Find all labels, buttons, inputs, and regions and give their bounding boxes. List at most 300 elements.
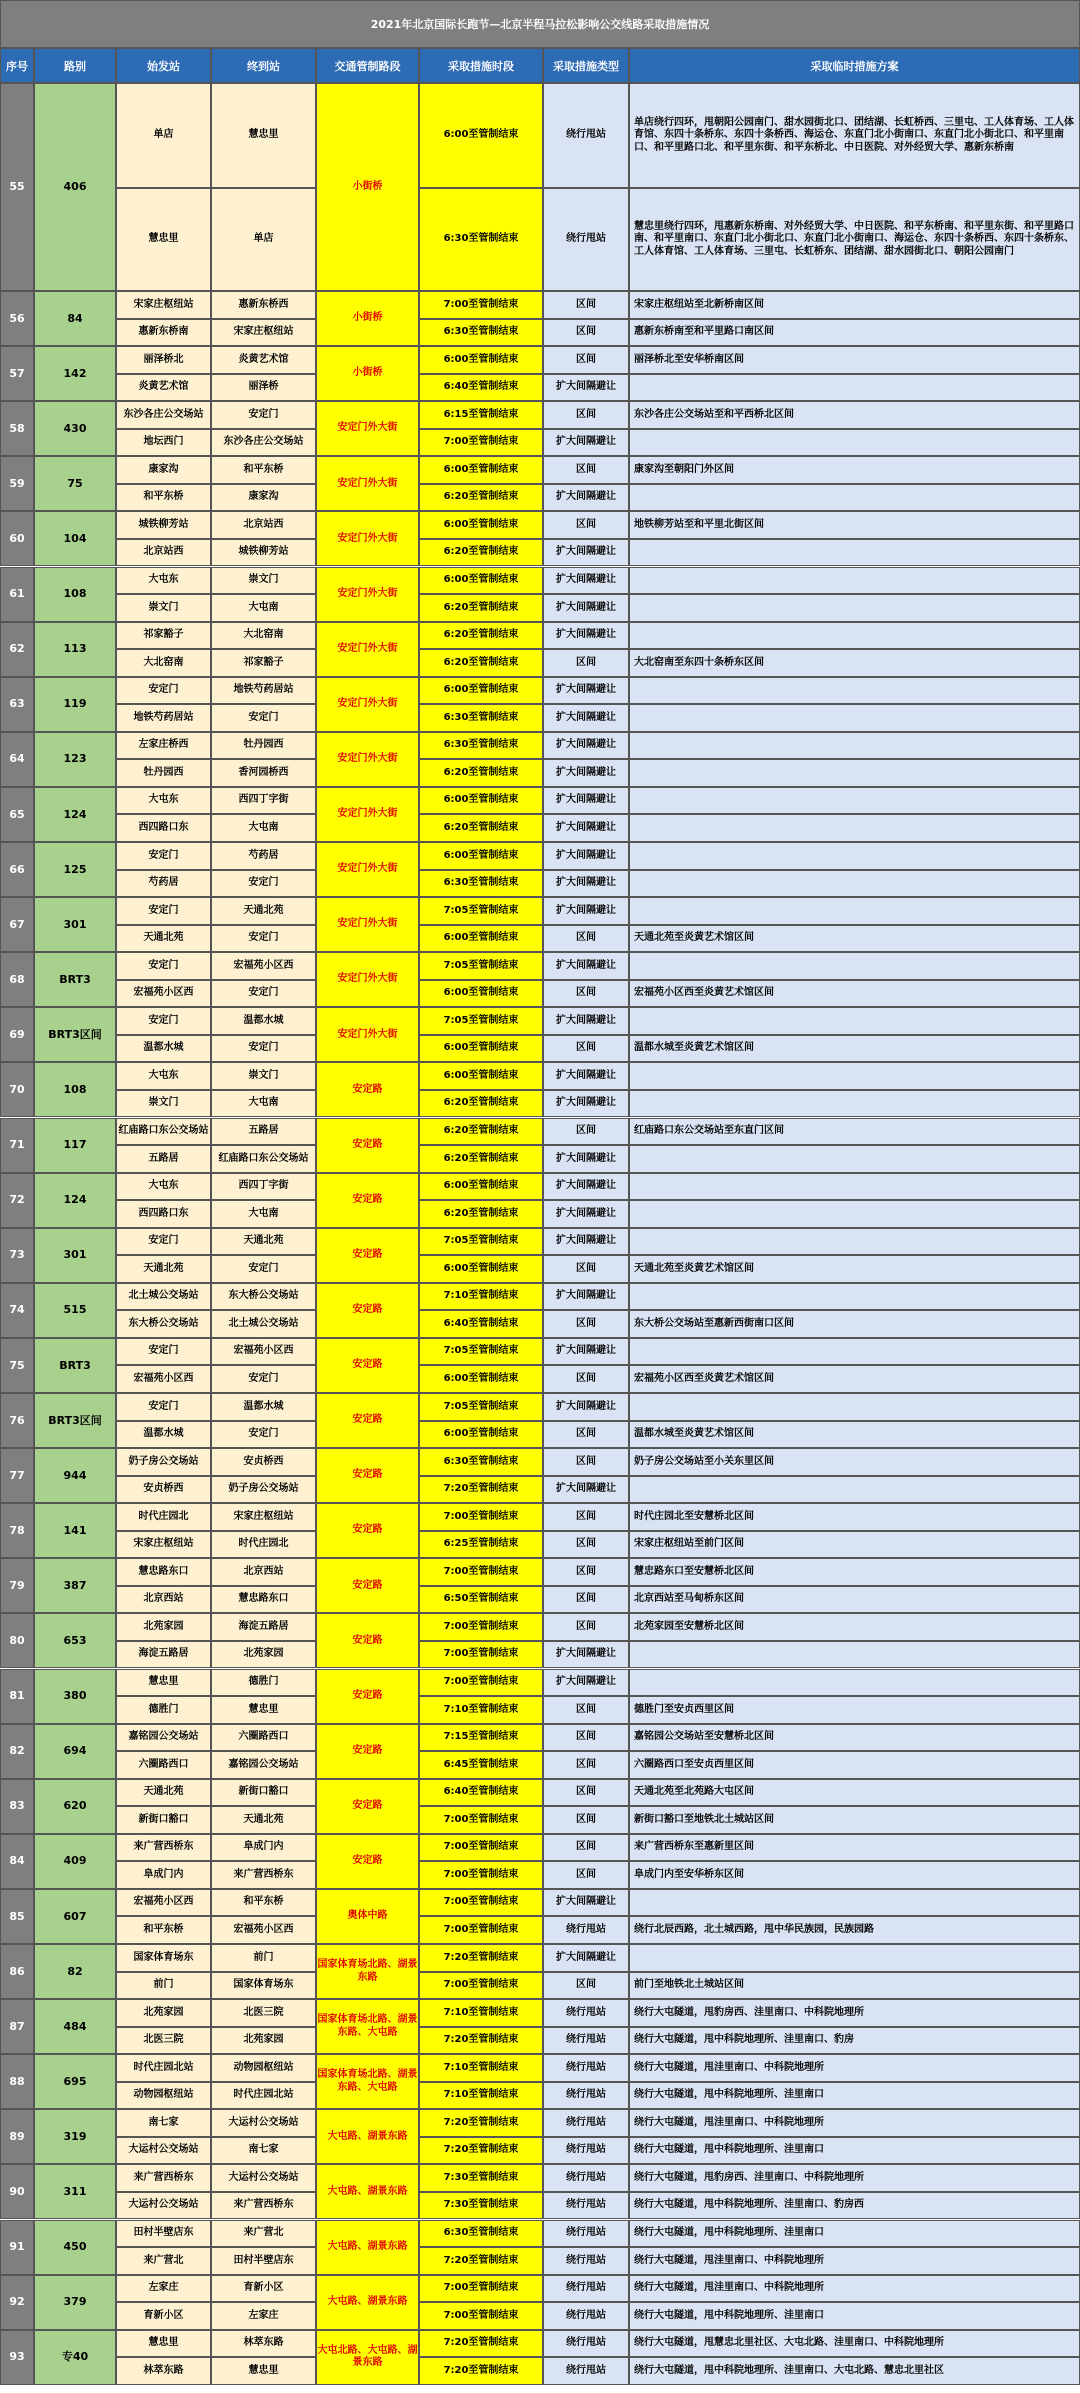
time-cell: 7:20至管制结束 <box>419 2137 543 2165</box>
road-cell: 奥体中路 <box>316 1889 419 1944</box>
type-cell: 区间 <box>543 1365 629 1393</box>
route-cell: 409 <box>34 1834 116 1889</box>
seq-cell: 82 <box>0 1724 34 1779</box>
plan-cell: 新街口豁口至地铁北土城站区间 <box>629 1806 1080 1834</box>
from-stop-cell: 田村半壁店东 <box>116 2220 211 2248</box>
to-stop-cell: 奶子房公交场站 <box>211 1476 316 1504</box>
road-cell: 安定路 <box>316 1448 419 1503</box>
time-cell: 7:10至管制结束 <box>419 2082 543 2110</box>
road-cell: 安定门外大街 <box>316 732 419 787</box>
to-stop-cell: 北医三院 <box>211 1999 316 2027</box>
from-stop-cell: 奶子房公交场站 <box>116 1448 211 1476</box>
route-cell: 301 <box>34 1228 116 1283</box>
type-cell: 扩大间隔避让 <box>543 1669 629 1697</box>
from-stop-cell: 海淀五路居 <box>116 1641 211 1669</box>
plan-cell <box>629 429 1080 457</box>
to-stop-cell: 宋家庄枢纽站 <box>211 319 316 347</box>
type-cell: 区间 <box>543 511 629 539</box>
to-stop-cell: 单店 <box>211 188 316 291</box>
type-cell: 扩大间隔避让 <box>543 870 629 898</box>
from-stop-cell: 东沙各庄公交场站 <box>116 401 211 429</box>
type-cell: 扩大间隔避让 <box>543 622 629 650</box>
road-cell: 安定门外大街 <box>316 897 419 952</box>
seq-cell: 58 <box>0 401 34 456</box>
to-stop-cell: 德胜门 <box>211 1669 316 1697</box>
from-stop-cell: 来广营北 <box>116 2247 211 2275</box>
plan-cell: 绕行大屯隧道，甩中科院地理所、洼里南口、大屯北路、慧忠北里社区 <box>629 2357 1080 2385</box>
to-stop-cell: 天通北苑 <box>211 1228 316 1256</box>
road-cell: 大屯路、湖景东路 <box>316 2275 419 2330</box>
time-cell: 6:00至管制结束 <box>419 1421 543 1449</box>
from-stop-cell: 丽泽桥北 <box>116 346 211 374</box>
from-stop-cell: 安定门 <box>116 1393 211 1421</box>
to-stop-cell: 北苑家园 <box>211 1641 316 1669</box>
seq-cell: 93 <box>0 2330 34 2385</box>
plan-cell <box>629 1145 1080 1173</box>
to-stop-cell: 嘉铭园公交场站 <box>211 1751 316 1779</box>
time-cell: 6:00至管制结束 <box>419 511 543 539</box>
route-cell: 387 <box>34 1558 116 1613</box>
plan-cell: 阜成门内至安华桥东区间 <box>629 1861 1080 1889</box>
type-cell: 绕行甩站 <box>543 2137 629 2165</box>
seq-cell: 87 <box>0 1999 34 2054</box>
type-cell: 绕行甩站 <box>543 2109 629 2137</box>
plan-cell <box>629 1007 1080 1035</box>
from-stop-cell: 西四路口东 <box>116 814 211 842</box>
from-stop-cell: 北苑家园 <box>116 1613 211 1641</box>
to-stop-cell: 北京站西 <box>211 511 316 539</box>
type-cell: 区间 <box>543 1696 629 1724</box>
plan-cell <box>629 567 1080 595</box>
road-cell: 安定路 <box>316 1338 419 1393</box>
type-cell: 扩大间隔避让 <box>543 1145 629 1173</box>
to-stop-cell: 慧忠里 <box>211 83 316 188</box>
road-cell: 小街桥 <box>316 291 419 346</box>
type-cell: 绕行甩站 <box>543 2054 629 2082</box>
plan-cell: 绕行大屯隧道，甩洼里南口、中科院地理所 <box>629 2109 1080 2137</box>
type-cell: 绕行甩站 <box>543 2082 629 2110</box>
type-cell: 绕行甩站 <box>543 2027 629 2055</box>
from-stop-cell: 宏福苑小区西 <box>116 980 211 1008</box>
route-cell: 124 <box>34 1173 116 1228</box>
seq-cell: 67 <box>0 897 34 952</box>
road-cell: 小街桥 <box>316 83 419 291</box>
seq-cell: 68 <box>0 952 34 1007</box>
type-cell: 扩大间隔避让 <box>543 429 629 457</box>
to-stop-cell: 和平东桥 <box>211 456 316 484</box>
to-stop-cell: 林萃东路 <box>211 2330 316 2358</box>
type-cell: 扩大间隔避让 <box>543 1283 629 1311</box>
plan-cell <box>629 787 1080 815</box>
time-cell: 7:20至管制结束 <box>419 1944 543 1972</box>
plan-cell: 绕行大屯隧道，甩豹房西、洼里南口、中科院地理所 <box>629 1999 1080 2027</box>
time-cell: 6:00至管制结束 <box>419 1255 543 1283</box>
route-cell: 108 <box>34 1062 116 1117</box>
time-cell: 7:05至管制结束 <box>419 897 543 925</box>
to-stop-cell: 西四丁字街 <box>211 1173 316 1201</box>
to-stop-cell: 大运村公交场站 <box>211 2164 316 2192</box>
plan-cell <box>629 732 1080 760</box>
to-stop-cell: 东沙各庄公交场站 <box>211 429 316 457</box>
seq-cell: 85 <box>0 1889 34 1944</box>
time-cell: 6:20至管制结束 <box>419 484 543 512</box>
from-stop-cell: 宋家庄枢纽站 <box>116 291 211 319</box>
plan-cell <box>629 1283 1080 1311</box>
header-type: 采取措施类型 <box>543 48 629 83</box>
header-road: 交通管制路段 <box>316 48 419 83</box>
to-stop-cell: 崇文门 <box>211 1062 316 1090</box>
plan-cell: 绕行大屯隧道，甩洼里南口、中科院地理所 <box>629 2275 1080 2303</box>
time-cell: 6:20至管制结束 <box>419 594 543 622</box>
from-stop-cell: 西四路口东 <box>116 1200 211 1228</box>
route-cell: 380 <box>34 1669 116 1724</box>
time-cell: 6:30至管制结束 <box>419 188 543 291</box>
time-cell: 6:00至管制结束 <box>419 83 543 188</box>
route-cell: 82 <box>34 1944 116 1999</box>
to-stop-cell: 芍药居 <box>211 842 316 870</box>
seq-cell: 69 <box>0 1007 34 1062</box>
from-stop-cell: 慧忠里 <box>116 188 211 291</box>
to-stop-cell: 前门 <box>211 1944 316 1972</box>
road-cell: 国家体育场北路、湖景东路 <box>316 1944 419 1999</box>
to-stop-cell: 宏福苑小区西 <box>211 1338 316 1366</box>
type-cell: 绕行甩站 <box>543 2302 629 2330</box>
from-stop-cell: 慧忠里 <box>116 1669 211 1697</box>
to-stop-cell: 大屯南 <box>211 1090 316 1118</box>
seq-cell: 89 <box>0 2109 34 2164</box>
plan-cell: 惠新东桥南至和平里路口南区间 <box>629 319 1080 347</box>
type-cell: 区间 <box>543 1531 629 1559</box>
from-stop-cell: 崇文门 <box>116 594 211 622</box>
type-cell: 区间 <box>543 980 629 1008</box>
type-cell: 绕行甩站 <box>543 1999 629 2027</box>
time-cell: 6:20至管制结束 <box>419 814 543 842</box>
to-stop-cell: 五路居 <box>211 1118 316 1146</box>
type-cell: 区间 <box>543 1118 629 1146</box>
to-stop-cell: 大屯南 <box>211 814 316 842</box>
plan-cell: 来广营西桥东至惠新里区间 <box>629 1834 1080 1862</box>
type-cell: 扩大间隔避让 <box>543 787 629 815</box>
from-stop-cell: 大屯东 <box>116 567 211 595</box>
time-cell: 7:20至管制结束 <box>419 2027 543 2055</box>
plan-cell: 慧忠里绕行四环，甩惠新东桥南、对外经贸大学、中日医院、和平东桥南、和平里东街、和平里路口南、和平里南口、东直门北小街北口、东直门北小街南口、海运仓、东四十条桥西、东四十条桥东、工人体育馆、工人体育场、三里屯、长虹桥东、团结湖、甜水园街北口、朝阳公园南门 <box>629 188 1080 291</box>
type-cell: 扩大间隔避让 <box>543 1889 629 1917</box>
route-cell: 124 <box>34 787 116 842</box>
to-stop-cell: 北苑家园 <box>211 2027 316 2055</box>
seq-cell: 75 <box>0 1338 34 1393</box>
plan-cell <box>629 374 1080 402</box>
from-stop-cell: 时代庄园北站 <box>116 2054 211 2082</box>
plan-cell: 北京西站至马甸桥东区间 <box>629 1586 1080 1614</box>
to-stop-cell: 宏福苑小区西 <box>211 1916 316 1944</box>
road-cell: 安定路 <box>316 1669 419 1724</box>
time-cell: 6:00至管制结束 <box>419 1035 543 1063</box>
from-stop-cell: 大运村公交场站 <box>116 2192 211 2220</box>
plan-cell <box>629 1393 1080 1421</box>
type-cell: 扩大间隔避让 <box>543 1944 629 1972</box>
type-cell: 扩大间隔避让 <box>543 897 629 925</box>
seq-cell: 81 <box>0 1669 34 1724</box>
to-stop-cell: 安定门 <box>211 925 316 953</box>
seq-cell: 66 <box>0 842 34 897</box>
type-cell: 绕行甩站 <box>543 83 629 188</box>
type-cell: 扩大间隔避让 <box>543 677 629 705</box>
type-cell: 区间 <box>543 1586 629 1614</box>
plan-cell <box>629 1944 1080 1972</box>
header-seq: 序号 <box>0 48 34 83</box>
header-plan: 采取临时措施方案 <box>629 48 1080 83</box>
from-stop-cell: 安定门 <box>116 677 211 705</box>
time-cell: 6:20至管制结束 <box>419 622 543 650</box>
to-stop-cell: 大屯南 <box>211 594 316 622</box>
to-stop-cell: 红庙路口东公交场站 <box>211 1145 316 1173</box>
route-cell: 123 <box>34 732 116 787</box>
road-cell: 安定路 <box>316 1283 419 1338</box>
time-cell: 7:05至管制结束 <box>419 952 543 980</box>
from-stop-cell: 前门 <box>116 1972 211 2000</box>
time-cell: 6:40至管制结束 <box>419 1779 543 1807</box>
from-stop-cell: 北医三院 <box>116 2027 211 2055</box>
road-cell: 安定路 <box>316 1173 419 1228</box>
plan-cell: 丽泽桥北至安华桥南区间 <box>629 346 1080 374</box>
road-cell: 大屯北路、大屯路、湖景东路 <box>316 2330 419 2385</box>
type-cell: 扩大间隔避让 <box>543 484 629 512</box>
plan-cell <box>629 952 1080 980</box>
to-stop-cell: 安贞桥西 <box>211 1448 316 1476</box>
plan-cell: 红庙路口东公交场站至东直门区间 <box>629 1118 1080 1146</box>
plan-cell <box>629 759 1080 787</box>
type-cell: 区间 <box>543 1724 629 1752</box>
to-stop-cell: 祁家豁子 <box>211 649 316 677</box>
seq-cell: 72 <box>0 1173 34 1228</box>
road-cell: 安定门外大街 <box>316 401 419 456</box>
from-stop-cell: 东大桥公交场站 <box>116 1310 211 1338</box>
seq-cell: 76 <box>0 1393 34 1448</box>
from-stop-cell: 红庙路口东公交场站 <box>116 1118 211 1146</box>
from-stop-cell: 康家沟 <box>116 456 211 484</box>
to-stop-cell: 大屯南 <box>211 1200 316 1228</box>
plan-cell: 天通北苑至炎黄艺术馆区间 <box>629 1255 1080 1283</box>
time-cell: 6:40至管制结束 <box>419 374 543 402</box>
route-cell: 141 <box>34 1503 116 1558</box>
road-cell: 大屯路、湖景东路 <box>316 2220 419 2275</box>
sheet-title: 2021年北京国际长跑节—北京半程马拉松影响公交线路采取措施情况 <box>0 0 1080 48</box>
time-cell: 7:10至管制结束 <box>419 1283 543 1311</box>
seq-cell: 57 <box>0 346 34 401</box>
plan-cell: 奶子房公交场站至小关东里区间 <box>629 1448 1080 1476</box>
type-cell: 绕行甩站 <box>543 1916 629 1944</box>
time-cell: 6:30至管制结束 <box>419 732 543 760</box>
from-stop-cell: 安定门 <box>116 1007 211 1035</box>
seq-cell: 77 <box>0 1448 34 1503</box>
type-cell: 区间 <box>543 1421 629 1449</box>
to-stop-cell: 动物园枢纽站 <box>211 2054 316 2082</box>
time-cell: 6:00至管制结束 <box>419 456 543 484</box>
road-cell: 安定门外大街 <box>316 456 419 511</box>
to-stop-cell: 来广营西桥东 <box>211 1861 316 1889</box>
plan-cell: 绕行大屯隧道，甩中科院地理所、洼里南口、豹房西 <box>629 2192 1080 2220</box>
type-cell: 区间 <box>543 1806 629 1834</box>
plan-cell: 东大桥公交场站至惠新西街南口区间 <box>629 1310 1080 1338</box>
plan-cell: 东沙各庄公交场站至和平西桥北区间 <box>629 401 1080 429</box>
time-cell: 7:00至管制结束 <box>419 1889 543 1917</box>
to-stop-cell: 安定门 <box>211 1255 316 1283</box>
type-cell: 区间 <box>543 1503 629 1531</box>
time-cell: 7:00至管制结束 <box>419 291 543 319</box>
type-cell: 扩大间隔避让 <box>543 842 629 870</box>
route-cell: 119 <box>34 677 116 732</box>
time-cell: 7:05至管制结束 <box>419 1338 543 1366</box>
time-cell: 6:30至管制结束 <box>419 1448 543 1476</box>
type-cell: 扩大间隔避让 <box>543 704 629 732</box>
time-cell: 6:20至管制结束 <box>419 1200 543 1228</box>
road-cell: 安定门外大街 <box>316 567 419 622</box>
to-stop-cell: 阜成门内 <box>211 1834 316 1862</box>
seq-cell: 70 <box>0 1062 34 1117</box>
from-stop-cell: 大屯东 <box>116 1062 211 1090</box>
from-stop-cell: 安贞桥西 <box>116 1476 211 1504</box>
header-route: 路别 <box>34 48 116 83</box>
from-stop-cell: 北京西站 <box>116 1586 211 1614</box>
plan-cell: 绕行大屯隧道，甩中科院地理所、洼里南口 <box>629 2302 1080 2330</box>
seq-cell: 88 <box>0 2054 34 2109</box>
time-cell: 7:20至管制结束 <box>419 2357 543 2385</box>
type-cell: 扩大间隔避让 <box>543 732 629 760</box>
plan-cell <box>629 1338 1080 1366</box>
plan-cell <box>629 1062 1080 1090</box>
from-stop-cell: 安定门 <box>116 897 211 925</box>
seq-cell: 63 <box>0 677 34 732</box>
from-stop-cell: 安定门 <box>116 842 211 870</box>
time-cell: 6:00至管制结束 <box>419 346 543 374</box>
type-cell: 绕行甩站 <box>543 188 629 291</box>
type-cell: 区间 <box>543 1310 629 1338</box>
type-cell: 区间 <box>543 1558 629 1586</box>
plan-cell <box>629 622 1080 650</box>
from-stop-cell: 林萃东路 <box>116 2357 211 2385</box>
plan-cell <box>629 1200 1080 1228</box>
to-stop-cell: 安定门 <box>211 1421 316 1449</box>
type-cell: 区间 <box>543 1448 629 1476</box>
type-cell: 绕行甩站 <box>543 2275 629 2303</box>
time-cell: 6:40至管制结束 <box>419 1310 543 1338</box>
type-cell: 扩大间隔避让 <box>543 1200 629 1228</box>
type-cell: 扩大间隔避让 <box>543 594 629 622</box>
to-stop-cell: 康家沟 <box>211 484 316 512</box>
to-stop-cell: 时代庄园北站 <box>211 2082 316 2110</box>
time-cell: 6:20至管制结束 <box>419 1118 543 1146</box>
time-cell: 6:20至管制结束 <box>419 759 543 787</box>
to-stop-cell: 时代庄园北 <box>211 1531 316 1559</box>
type-cell: 绕行甩站 <box>543 2357 629 2385</box>
to-stop-cell: 丽泽桥 <box>211 374 316 402</box>
time-cell: 7:00至管制结束 <box>419 1861 543 1889</box>
seq-cell: 83 <box>0 1779 34 1834</box>
plan-cell: 慧忠路东口至安慧桥北区间 <box>629 1558 1080 1586</box>
type-cell: 区间 <box>543 1035 629 1063</box>
seq-cell: 86 <box>0 1944 34 1999</box>
plan-cell <box>629 677 1080 705</box>
from-stop-cell: 德胜门 <box>116 1696 211 1724</box>
from-stop-cell: 动物园枢纽站 <box>116 2082 211 2110</box>
plan-cell <box>629 1090 1080 1118</box>
time-cell: 7:00至管制结束 <box>419 1972 543 2000</box>
route-cell: 125 <box>34 842 116 897</box>
to-stop-cell: 大运村公交场站 <box>211 2109 316 2137</box>
time-cell: 6:15至管制结束 <box>419 401 543 429</box>
time-cell: 6:00至管制结束 <box>419 1062 543 1090</box>
time-cell: 6:20至管制结束 <box>419 1145 543 1173</box>
from-stop-cell: 嘉铭园公交场站 <box>116 1724 211 1752</box>
time-cell: 6:30至管制结束 <box>419 2220 543 2248</box>
type-cell: 绕行甩站 <box>543 2247 629 2275</box>
plan-cell: 嘉铭园公交场站至安慧桥北区间 <box>629 1724 1080 1752</box>
route-cell: 104 <box>34 511 116 566</box>
route-cell: 695 <box>34 2054 116 2109</box>
time-cell: 6:20至管制结束 <box>419 539 543 567</box>
time-cell: 7:05至管制结束 <box>419 1393 543 1421</box>
plan-cell: 温都水城至炎黄艺术馆区间 <box>629 1421 1080 1449</box>
to-stop-cell: 慧忠里 <box>211 1696 316 1724</box>
time-cell: 6:30至管制结束 <box>419 870 543 898</box>
plan-cell: 前门至地铁北土城站区间 <box>629 1972 1080 2000</box>
header-from: 始发站 <box>116 48 211 83</box>
plan-cell: 天通北苑至炎黄艺术馆区间 <box>629 925 1080 953</box>
to-stop-cell: 安定门 <box>211 1365 316 1393</box>
time-cell: 7:05至管制结束 <box>419 1007 543 1035</box>
from-stop-cell: 左家庄 <box>116 2275 211 2303</box>
time-cell: 7:10至管制结束 <box>419 2054 543 2082</box>
time-cell: 6:00至管制结束 <box>419 1173 543 1201</box>
plan-cell: 地铁柳芳站至和平里北街区间 <box>629 511 1080 539</box>
type-cell: 区间 <box>543 649 629 677</box>
seq-cell: 80 <box>0 1613 34 1668</box>
plan-cell <box>629 594 1080 622</box>
to-stop-cell: 城铁柳芳站 <box>211 539 316 567</box>
time-cell: 6:00至管制结束 <box>419 787 543 815</box>
from-stop-cell: 天通北苑 <box>116 925 211 953</box>
from-stop-cell: 大运村公交场站 <box>116 2137 211 2165</box>
road-cell: 安定路 <box>316 1613 419 1668</box>
to-stop-cell: 东大桥公交场站 <box>211 1283 316 1311</box>
road-cell: 安定路 <box>316 1779 419 1834</box>
type-cell: 扩大间隔避让 <box>543 1338 629 1366</box>
plan-cell: 宋家庄枢纽站至前门区间 <box>629 1531 1080 1559</box>
route-cell: 515 <box>34 1283 116 1338</box>
time-cell: 7:00至管制结束 <box>419 1641 543 1669</box>
plan-cell: 绕行大屯隧道，甩豹房西、洼里南口、中科院地理所 <box>629 2164 1080 2192</box>
type-cell: 扩大间隔避让 <box>543 1173 629 1201</box>
to-stop-cell: 宏福苑小区西 <box>211 952 316 980</box>
time-cell: 6:20至管制结束 <box>419 649 543 677</box>
plan-cell: 宏福苑小区西至炎黄艺术馆区间 <box>629 980 1080 1008</box>
plan-cell: 单店绕行四环，甩朝阳公园南门、甜水园街北口、团结湖、长虹桥西、三里屯、工人体育场、工人体育馆、东四十条桥东、东四十条桥西、海运仓、东直门北小街南口、东直门北小街北口、和平里南口、和平里路口北、和平里东街、和平东桥北、中日医院、对外经贸大学、惠新东桥南 <box>629 83 1080 188</box>
time-cell: 7:00至管制结束 <box>419 2275 543 2303</box>
route-cell: 专40 <box>34 2330 116 2385</box>
type-cell: 扩大间隔避让 <box>543 1007 629 1035</box>
seq-cell: 90 <box>0 2164 34 2219</box>
time-cell: 7:20至管制结束 <box>419 2247 543 2275</box>
time-cell: 6:00至管制结束 <box>419 925 543 953</box>
route-cell: 484 <box>34 1999 116 2054</box>
route-cell: 450 <box>34 2220 116 2275</box>
from-stop-cell: 崇文门 <box>116 1090 211 1118</box>
plan-cell: 绕行北辰西路，北土城西路，甩中华民族园，民族园路 <box>629 1916 1080 1944</box>
route-cell: 406 <box>34 83 116 291</box>
type-cell: 绕行甩站 <box>543 2192 629 2220</box>
time-cell: 7:05至管制结束 <box>419 1228 543 1256</box>
time-cell: 7:10至管制结束 <box>419 1999 543 2027</box>
